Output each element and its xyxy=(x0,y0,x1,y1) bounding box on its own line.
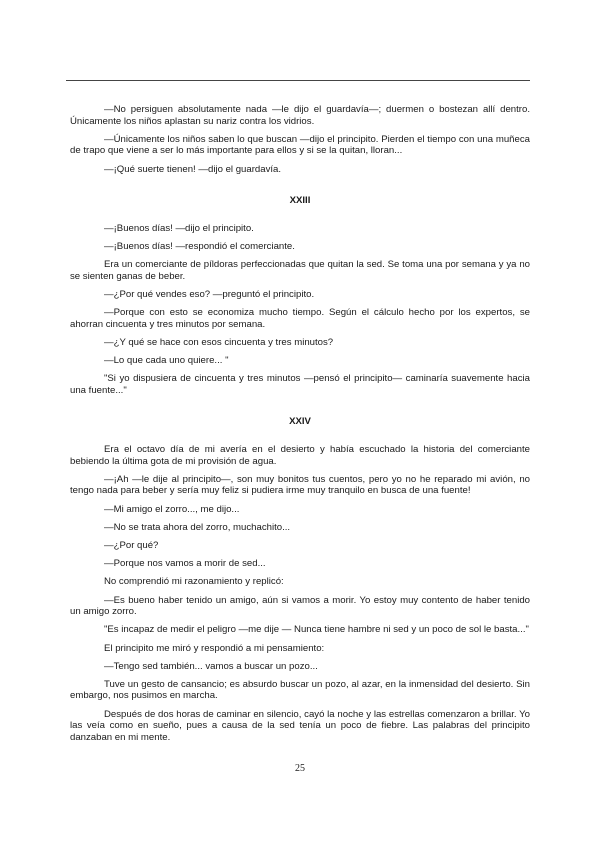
page-body xyxy=(70,104,530,750)
paragraph: —¡Buenos días! —dijo el principito. xyxy=(104,222,254,234)
paragraph: —Porque nos vamos a morir de sed... xyxy=(104,558,266,570)
chapter-heading: XXIV xyxy=(289,416,311,428)
paragraph: El principito me miró y respondió a mi pensamiento: xyxy=(104,642,325,654)
header-rule xyxy=(66,80,530,81)
paragraph: —No se trata ahora del zorro, muchachito... xyxy=(104,521,291,533)
paragraph: —Mi amigo el zorro..., me dijo... xyxy=(104,503,240,515)
paragraph: —Porque con esto se economiza mucho tiempo. Según el cálculo hecho por los expertos, se ahorran cincuenta y tres minutos por semana. xyxy=(70,307,530,330)
paragraph: —¿Por qué? xyxy=(104,539,159,551)
paragraph: —¡Buenos días! —respondió el comerciante. xyxy=(104,240,295,252)
paragraph: Después de dos horas de caminar en silencio, cayó la noche y las estrellas comenzaron a brillar. Yo las veía como en sueño, pues a causa de la sed tenía un poco de fiebre. Las palabras del principito danzaban en mi mente. xyxy=(70,708,530,743)
paragraph: —¡Qué suerte tienen! —dijo el guardavía. xyxy=(104,163,282,175)
paragraph: —Es bueno haber tenido un amigo, aún si vamos a morir. Yo estoy muy contento de haber tenido un amigo zorro. xyxy=(70,594,530,618)
paragraph: —¿Y qué se hace con esos cincuenta y tres minutos? xyxy=(104,336,334,348)
paragraph: Era el octavo día de mi avería en el desierto y había escuchado la historia del comerciante bebiendo la última gota de mi provisión de agua. xyxy=(70,444,530,467)
chapter-heading: XXIII xyxy=(289,195,311,207)
paragraph: —Únicamente los niños saben lo que buscan —dijo el principito. Pierden el tiempo con una muñeca de trapo que viene a ser lo más importante para ellos y si se la quitan, lloran... xyxy=(70,133,530,157)
paragraph: —¿Por qué vendes eso? —preguntó el principito. xyxy=(104,288,315,300)
paragraph: Era un comerciante de píldoras perfeccionadas que quitan la sed. Se toma una por semana y ya no se sienten ganas de beber. xyxy=(70,259,530,282)
paragraph: —Tengo sed también... vamos a buscar un pozo... xyxy=(104,660,318,672)
paragraph: "Si yo dispusiera de cincuenta y tres minutos —pensó el principito— caminaría suavemente hacia una fuente..." xyxy=(70,373,530,396)
paragraph: —Lo que cada uno quiere... " xyxy=(104,355,229,367)
paragraph: "Es incapaz de medir el peligro —me dije — Nunca tiene hambre ni sed y un poco de sol le basta..." xyxy=(104,624,529,636)
paragraph: —No persiguen absolutamente nada —le dijo el guardavía—; duermen o bostezan allí dentro. Únicamente los niños aplastan su nariz contra los vidrios. xyxy=(70,104,530,127)
paragraph: Tuve un gesto de cansancio; es absurdo buscar un pozo, al azar, en la inmensidad del desierto. Sin embargo, nos pusimos en marcha. xyxy=(70,678,530,702)
paragraph: No comprendió mi razonamiento y replicó: xyxy=(104,576,284,588)
paragraph: —¡Ah —le dije al principito—, son muy bonitos tus cuentos, pero yo no he reparado mi avión, no tengo nada para beber y sería muy feliz si pudiera irme muy tranquilo en busca de una fuente! xyxy=(70,473,530,497)
page-number: 25 xyxy=(295,763,305,774)
